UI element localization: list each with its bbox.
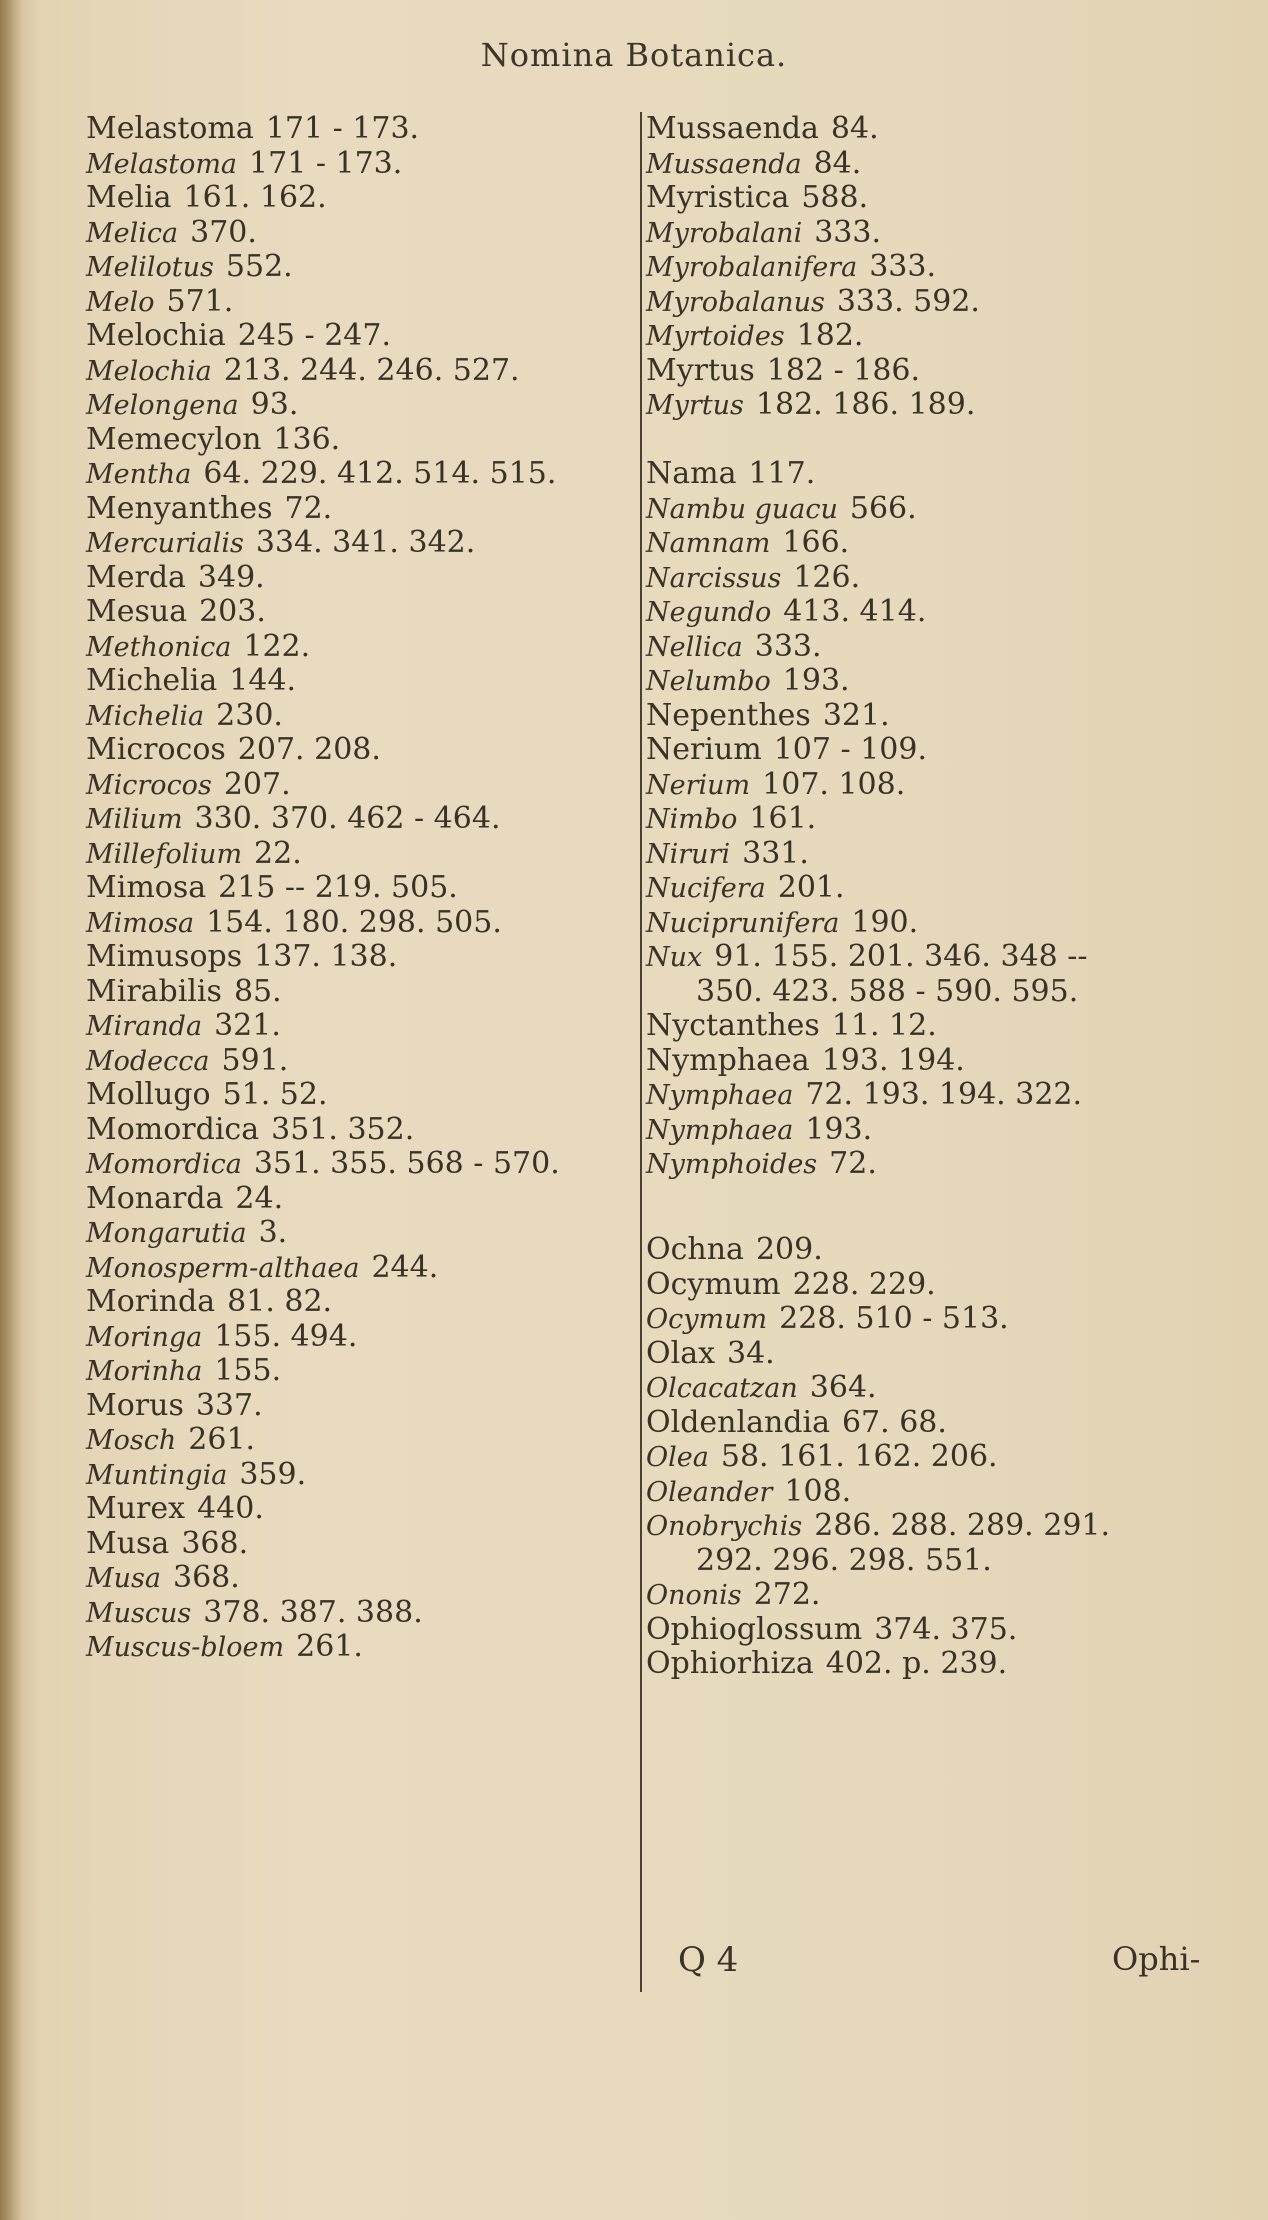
entry-pages: 108. <box>784 1473 852 1509</box>
entry-pages: 571. <box>166 283 234 319</box>
entry-term: Melia <box>86 180 172 215</box>
entry-pages: 378. 387. 388. <box>203 1594 423 1630</box>
index-entry <box>86 1147 626 1182</box>
index-entry <box>86 1216 626 1251</box>
entry-pages: 58. 161. 162. 206. <box>720 1439 998 1474</box>
entry-pages: 22. <box>254 835 302 871</box>
entry-term: Michelia <box>86 700 205 732</box>
entry-pages: 215 -- 219. 505. <box>218 870 458 905</box>
entry-term: Mimosa <box>86 870 207 905</box>
index-entry <box>86 1492 626 1527</box>
index-entry <box>646 1009 1246 1044</box>
entry-pages: 350. 423. 588 - 590. 595. <box>696 973 1079 1009</box>
entry-pages: 193. 194. <box>821 1042 965 1078</box>
entry-pages: 122. <box>243 628 311 664</box>
index-entry <box>646 1147 1246 1182</box>
entry-term: Merda <box>86 559 186 595</box>
index-entry <box>646 1078 1246 1113</box>
entry-pages: 85. <box>233 973 282 1009</box>
entry-pages: 11. 12. <box>831 1008 937 1043</box>
entry-term: Methonica <box>86 631 232 663</box>
index-entry <box>646 630 1246 665</box>
entry-term: Melastoma <box>86 148 238 180</box>
index-entry <box>646 112 1246 147</box>
index-entry <box>646 1371 1246 1406</box>
entry-pages: 201. <box>777 870 845 905</box>
index-entry <box>646 319 1246 354</box>
index-entry <box>86 1251 626 1286</box>
entry-term: Nama <box>646 456 737 491</box>
entry-term: Mirabilis <box>86 973 222 1009</box>
entry-pages: 552. <box>225 249 293 284</box>
entry-term: Mollugo <box>86 1077 211 1112</box>
entry-term: Mercurialis <box>86 528 244 559</box>
entry-pages: 24. <box>235 1180 284 1216</box>
entry-term: Ochna <box>646 1232 744 1267</box>
entry-term: Muntingia <box>86 1459 228 1491</box>
entry-pages: 337. <box>195 1387 263 1423</box>
entry-term: Momordica <box>86 1111 260 1147</box>
entry-term: Nucifera <box>646 873 766 904</box>
index-entry <box>86 354 626 389</box>
entry-term: Olax <box>646 1335 715 1371</box>
entry-pages: 333. <box>754 628 822 664</box>
entry-pages: 91. 155. 201. 346. 348 -- <box>714 939 1088 974</box>
entry-term: Nelumbo <box>646 666 771 697</box>
entry-term: Melochia <box>86 355 212 387</box>
entry-pages: 72. <box>284 490 333 526</box>
entry-term: Melochia <box>86 318 226 353</box>
entry-term: Myrobalanifera <box>646 252 858 283</box>
entry-term: Morinda <box>86 1284 216 1319</box>
index-entry <box>86 112 626 147</box>
entry-term: Melo <box>86 286 155 318</box>
index-entry <box>646 1475 1246 1510</box>
entry-term: Ophiorhiza <box>646 1646 814 1681</box>
entry-pages: 228. 510 - 513. <box>779 1301 1009 1336</box>
entry-term: Mongarutia <box>86 1218 247 1249</box>
entry-pages: 364. <box>809 1370 877 1405</box>
entry-pages: 171 - 173. <box>249 145 403 181</box>
catchword: Ophi- <box>1112 1940 1201 1978</box>
entry-term: Negundo <box>646 597 772 628</box>
entry-term: Mussaenda <box>646 148 802 180</box>
entry-pages: 182 - 186. <box>766 352 921 388</box>
entry-term: Ophioglossum <box>646 1611 863 1647</box>
entry-pages: 261. <box>188 1422 256 1457</box>
entry-pages: 126. <box>793 559 861 595</box>
index-spacer <box>646 1182 1246 1217</box>
index-entry <box>86 250 626 285</box>
entry-term: Onobrychis <box>646 1511 803 1542</box>
entry-pages: 245 - 247. <box>237 318 392 353</box>
index-entry <box>646 147 1246 182</box>
column-rule <box>640 112 642 1992</box>
entry-pages: 154. 180. 298. 505. <box>206 904 502 940</box>
entry-term: Nymphaea <box>646 1080 794 1111</box>
index-entry <box>86 285 626 320</box>
index-entry <box>86 699 626 734</box>
entry-pages: 351. 355. 568 - 570. <box>253 1146 560 1181</box>
entry-term: Muscus <box>86 1597 192 1629</box>
entry-term: Nimbo <box>646 804 738 835</box>
entry-pages: 244. <box>371 1249 439 1285</box>
index-entry <box>646 664 1246 699</box>
entry-pages: 207. 208. <box>237 732 381 767</box>
index-entry <box>86 457 626 492</box>
index-entry <box>646 1544 1246 1579</box>
entry-pages: 34. <box>727 1335 775 1371</box>
index-entry <box>646 1647 1246 1682</box>
entry-pages: 321. <box>214 1008 281 1043</box>
entry-pages: 81. 82. <box>227 1284 333 1319</box>
entry-term: Niruri <box>646 838 731 870</box>
entry-term: Mimusops <box>86 939 243 974</box>
index-entry <box>86 423 626 458</box>
entry-term: Mosch <box>86 1425 177 1456</box>
index-spacer <box>646 1216 1246 1233</box>
index-entry <box>646 906 1246 941</box>
entry-term: Murex <box>86 1491 186 1526</box>
entry-pages: 333. 592. <box>836 283 980 319</box>
entry-pages: 166. <box>782 525 850 560</box>
entry-pages: 566. <box>849 490 917 526</box>
index-entry <box>86 802 626 837</box>
entry-pages: 228. 229. <box>792 1266 936 1302</box>
index-entry <box>646 1578 1246 1613</box>
index-entry <box>86 147 626 182</box>
index-entry <box>86 1354 626 1389</box>
index-entry <box>646 561 1246 596</box>
entry-term: Myrobalani <box>646 217 803 249</box>
index-entry <box>86 630 626 665</box>
left-index-column <box>86 112 626 1665</box>
entry-term: Monosperm-althaea <box>86 1252 360 1284</box>
entry-pages: 64. 229. 412. 514. 515. <box>203 456 557 491</box>
entry-term: Mesua <box>86 594 188 629</box>
entry-term: Oleander <box>646 1476 773 1508</box>
entry-pages: 368. <box>181 1525 249 1561</box>
entry-pages: 209. <box>755 1232 823 1267</box>
index-entry <box>646 250 1246 285</box>
entry-pages: 67. 68. <box>841 1404 947 1440</box>
index-entry <box>86 1561 626 1596</box>
entry-pages: 331. <box>742 835 809 871</box>
entry-term: Narcissus <box>646 562 782 594</box>
entry-term: Ocymum <box>646 1304 768 1335</box>
index-entry <box>646 492 1246 527</box>
entry-pages: 190. <box>851 904 919 940</box>
entry-term: Milium <box>86 804 183 835</box>
index-entry <box>86 561 626 596</box>
entry-term: Michelia <box>86 663 218 698</box>
entry-pages: 230. <box>216 697 283 733</box>
entry-pages: 161. 162. <box>183 180 327 215</box>
entry-pages: 213. 244. 246. 527. <box>223 352 520 388</box>
entry-term: Nuciprunifera <box>646 907 840 939</box>
entry-term: Ononis <box>646 1580 742 1611</box>
entry-term: Melastoma <box>86 111 254 146</box>
entry-term: Olea <box>646 1442 709 1473</box>
index-entry <box>646 1268 1246 1303</box>
signature-mark: Q 4 <box>678 1940 739 1980</box>
index-entry <box>646 285 1246 320</box>
index-entry <box>646 733 1246 768</box>
entry-pages: 591. <box>221 1042 289 1078</box>
entry-term: Momordica <box>86 1149 242 1180</box>
entry-pages: 107 - 109. <box>773 732 927 767</box>
index-entry <box>86 216 626 251</box>
index-entry <box>646 1337 1246 1372</box>
entry-term: Moringa <box>86 1321 203 1353</box>
entry-term: Nepenthes <box>646 697 811 733</box>
index-entry <box>86 181 626 216</box>
index-entry <box>86 975 626 1010</box>
entry-term: Myrtoides <box>646 321 785 352</box>
entry-term: Musa <box>86 1563 161 1594</box>
entry-term: Memecylon <box>86 421 262 457</box>
entry-pages: 368. <box>173 1560 240 1595</box>
entry-pages: 107. 108. <box>762 766 906 802</box>
index-entry <box>646 216 1246 251</box>
entry-term: Monarda <box>86 1180 224 1216</box>
entry-pages: 272. <box>753 1577 821 1612</box>
index-entry <box>86 906 626 941</box>
spine-shadow <box>0 0 22 2220</box>
right-index-column <box>646 112 1246 1682</box>
index-entry <box>86 733 626 768</box>
entry-pages: 588. <box>801 180 869 215</box>
index-entry <box>86 319 626 354</box>
index-entry <box>86 1044 626 1079</box>
entry-term: Melilotus <box>86 252 214 283</box>
entry-term: Modecca <box>86 1045 210 1077</box>
entry-pages: 286. 288. 289. 291. <box>814 1508 1111 1543</box>
entry-term: Olcacatzan <box>646 1373 798 1404</box>
entry-pages: 72. 193. 194. 322. <box>805 1077 1083 1112</box>
entry-term: Nymphoides <box>646 1149 818 1180</box>
index-entry <box>646 1233 1246 1268</box>
index-spacer <box>646 423 1246 458</box>
entry-pages: 370. <box>190 214 257 250</box>
entry-term: Microcos <box>86 769 212 801</box>
entry-term: Millefolium <box>86 838 243 870</box>
entry-pages: 193. <box>805 1111 873 1147</box>
index-entry <box>646 1440 1246 1475</box>
index-entry <box>646 871 1246 906</box>
index-entry <box>646 457 1246 492</box>
entry-pages: 84. <box>830 111 879 146</box>
index-entry <box>86 492 626 527</box>
entry-term: Nerium <box>646 732 762 767</box>
entry-term: Namnam <box>646 528 771 559</box>
entry-term: Nambu guacu <box>646 493 838 525</box>
entry-pages: 440. <box>197 1491 264 1526</box>
entry-term: Myrobalanus <box>646 286 825 318</box>
entry-term: Nymphaea <box>646 1114 794 1146</box>
entry-term: Ocymum <box>646 1266 781 1302</box>
entry-term: Mussaenda <box>646 111 819 146</box>
entry-term: Morus <box>86 1387 184 1423</box>
entry-term: Microcos <box>86 732 226 767</box>
index-entry <box>646 1302 1246 1337</box>
entry-pages: 374. 375. <box>874 1611 1018 1647</box>
index-entry <box>646 940 1246 975</box>
entry-pages: 351. 352. <box>271 1111 415 1147</box>
index-entry <box>646 1113 1246 1148</box>
entry-term: Nerium <box>646 769 751 801</box>
entry-term: Nyctanthes <box>646 1008 820 1043</box>
entry-pages: 155. 494. <box>214 1318 358 1354</box>
entry-term: Muscus-bloem <box>86 1632 285 1663</box>
index-entry <box>86 1458 626 1493</box>
entry-pages: 292. 296. 298. 551. <box>696 1542 992 1578</box>
entry-term: Myrtus <box>646 390 744 421</box>
entry-pages: 136. <box>273 421 341 457</box>
entry-pages: 182. 186. 189. <box>755 387 976 422</box>
entry-term: Myristica <box>646 180 790 215</box>
entry-term: Mimosa <box>86 907 195 939</box>
index-entry <box>86 1078 626 1113</box>
entry-pages: 207. <box>223 766 291 802</box>
entry-pages: 261. <box>296 1629 363 1664</box>
index-entry <box>646 768 1246 803</box>
entry-term: Melica <box>86 217 179 249</box>
index-entry <box>86 871 626 906</box>
index-entry <box>86 1285 626 1320</box>
index-entry <box>86 595 626 630</box>
index-entry <box>646 388 1246 423</box>
entry-pages: 144. <box>229 663 297 698</box>
entry-pages: 72. <box>829 1146 877 1181</box>
index-entry <box>646 1044 1246 1079</box>
entry-term: Musa <box>86 1525 170 1561</box>
index-entry <box>86 1630 626 1665</box>
index-entry <box>86 1596 626 1631</box>
index-entry <box>646 1613 1246 1648</box>
entry-pages: 93. <box>250 387 299 422</box>
index-entry <box>646 699 1246 734</box>
index-entry <box>86 1320 626 1355</box>
index-entry <box>86 388 626 423</box>
entry-term: Nux <box>646 942 703 973</box>
index-entry <box>646 1509 1246 1544</box>
entry-pages: 334. 341. 342. <box>255 525 476 560</box>
entry-pages: 333. <box>869 249 936 284</box>
entry-pages: 3. <box>258 1215 288 1250</box>
running-head: Nomina Botanica. <box>480 36 788 74</box>
index-entry <box>86 768 626 803</box>
entry-term: Miranda <box>86 1011 203 1042</box>
index-entry <box>86 664 626 699</box>
entry-term: Morinha <box>86 1356 203 1387</box>
entry-term: Oldenlandia <box>646 1404 830 1440</box>
entry-term: Menyanthes <box>86 490 273 526</box>
entry-pages: 359. <box>239 1456 307 1492</box>
index-entry <box>646 1406 1246 1441</box>
entry-pages: 193. <box>782 663 850 698</box>
entry-pages: 84. <box>813 145 862 181</box>
entry-pages: 203. <box>199 594 266 629</box>
entry-pages: 402. p. 239. <box>825 1646 1008 1681</box>
entry-term: Nellica <box>646 631 743 663</box>
index-entry <box>86 837 626 872</box>
entry-pages: 349. <box>197 559 265 595</box>
entry-pages: 182. <box>796 318 864 353</box>
entry-pages: 171 - 173. <box>265 111 420 146</box>
entry-pages: 321. <box>822 697 890 733</box>
entry-pages: 333. <box>814 214 881 250</box>
entry-term: Myrtus <box>646 352 755 388</box>
index-entry <box>646 181 1246 216</box>
entry-pages: 137. 138. <box>254 939 398 974</box>
entry-pages: 117. <box>748 456 816 491</box>
entry-pages: 413. 414. <box>783 594 927 629</box>
entry-pages: 155. <box>214 1353 282 1388</box>
index-entry <box>86 940 626 975</box>
index-entry <box>646 526 1246 561</box>
entry-pages: 161. <box>749 801 817 836</box>
index-entry <box>646 975 1246 1010</box>
index-entry <box>646 802 1246 837</box>
index-entry <box>86 1113 626 1148</box>
index-entry <box>646 837 1246 872</box>
index-entry <box>86 1389 626 1424</box>
index-entry <box>86 526 626 561</box>
entry-pages: 330. 370. 462 - 464. <box>194 801 501 836</box>
index-entry <box>86 1009 626 1044</box>
index-entry <box>646 354 1246 389</box>
entry-term: Mentha <box>86 459 192 490</box>
entry-term: Melongena <box>86 390 239 421</box>
entry-pages: 51. 52. <box>222 1077 328 1112</box>
entry-term: Nymphaea <box>646 1042 810 1078</box>
index-entry <box>86 1527 626 1562</box>
index-entry <box>646 595 1246 630</box>
index-entry <box>86 1182 626 1217</box>
index-entry <box>86 1423 626 1458</box>
